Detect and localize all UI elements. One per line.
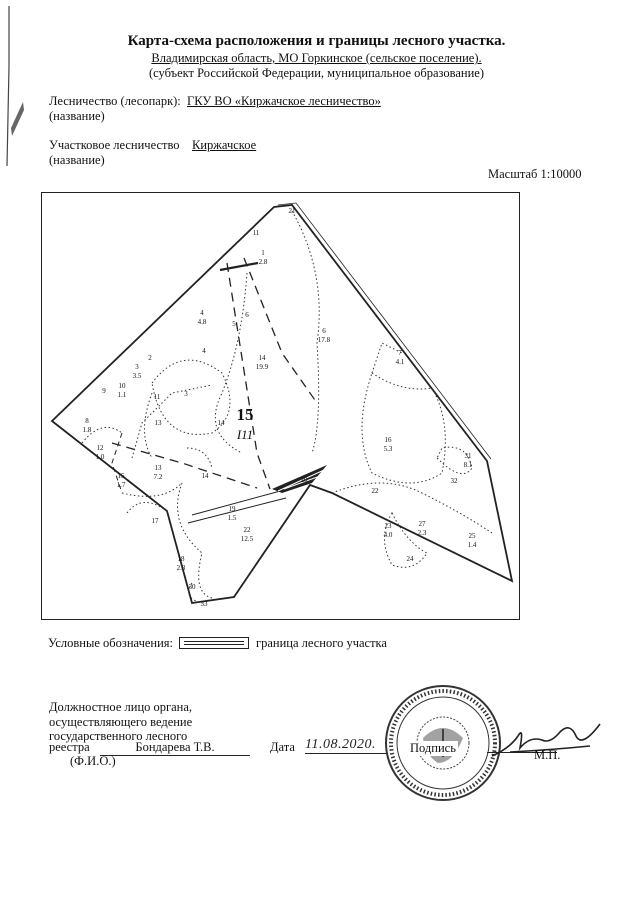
plot-label: 4.8: [197, 318, 207, 326]
district-value: Киржачское: [192, 138, 257, 152]
district-label: Участковое лесничество: [49, 138, 180, 152]
plot-label: 21: [288, 207, 296, 215]
region-subtitle: Владимирская область, МО Горкинское (сельское поселение).: [151, 51, 482, 65]
plot-label: 6: [322, 327, 326, 335]
region-note: (субъект Российской Федерации, муниципальное образование): [148, 66, 485, 80]
signature-label: Подпись: [410, 741, 456, 755]
plot-label: 33: [200, 600, 208, 608]
official-name: Бондарева Т.В.: [100, 740, 250, 756]
plot-label: 5: [232, 320, 236, 328]
plot-label: 12.5: [240, 535, 254, 543]
plot-label: 1.7: [116, 481, 126, 489]
plot-label: 7.2: [153, 473, 163, 481]
plot-label: 14: [258, 354, 266, 362]
plot-label: 2.3: [176, 564, 186, 572]
plot-label: 25: [468, 532, 476, 540]
plot-label: 16: [384, 436, 392, 444]
forestry-label: Лесничество (лесопарк):: [49, 94, 181, 108]
plot-label: 32: [450, 477, 458, 485]
plot-label: 19: [228, 505, 236, 513]
plot-label: 17.8: [317, 336, 331, 344]
official-name-note: (Ф.И.О.): [70, 754, 116, 768]
plot-label: 31: [464, 452, 472, 460]
plot-label: 14: [217, 419, 225, 427]
quarter-number: 15: [236, 405, 254, 424]
plot-label: 1.5: [227, 514, 237, 522]
district-note: (название): [49, 153, 105, 167]
official-line-4: реестра: [49, 740, 90, 754]
plot-label: 13: [154, 419, 162, 427]
plot-label: 14: [201, 472, 209, 480]
plot-label: 11: [153, 393, 161, 401]
plot-label: 20: [300, 476, 308, 484]
legend-label: Условные обозначения:: [48, 636, 174, 650]
plot-label: 8.1: [463, 461, 473, 469]
plot-label: 17: [151, 517, 159, 525]
plot-label: 3: [184, 390, 188, 398]
plot-label: 2: [148, 354, 152, 362]
plot-label: 22: [371, 487, 379, 495]
plot-label: 6: [245, 311, 249, 319]
document-title: Карта-схема расположения и границы лесного участка.: [127, 33, 506, 49]
plot-label: 4: [200, 309, 204, 317]
forestry-note: (название): [49, 109, 105, 123]
quarter-sub: I11: [236, 427, 254, 442]
plot-label: 12: [96, 444, 104, 452]
plot-label: 2.8: [258, 258, 268, 266]
official-line-2: осуществляющего ведение: [49, 715, 193, 729]
map-scale: Масштаб 1:10000: [488, 167, 582, 181]
forestry-value: ГКУ ВО «Киржачское лесничество»: [187, 94, 381, 108]
plot-label: 1.4: [467, 541, 477, 549]
plot-label: 4: [202, 347, 206, 355]
plot-label: 23: [384, 522, 392, 530]
official-line-1: Должностное лицо органа,: [49, 700, 193, 714]
plot-label: 27: [418, 520, 426, 528]
boundary-legend-symbol: [179, 637, 249, 649]
plot-label: 4.0: [383, 531, 393, 539]
plot-label: 3.5: [132, 372, 142, 380]
plot-label: 5.3: [383, 445, 393, 453]
plot-label: 1.1: [117, 391, 127, 399]
plot-label: 3: [135, 363, 139, 371]
official-line-3: государственного лесного: [49, 729, 188, 743]
map-frame: [41, 192, 520, 620]
plot-label: 15: [117, 472, 125, 480]
legend-item-label: граница лесного участка: [256, 636, 387, 650]
plot-label: 13: [154, 464, 162, 472]
plot-label: 9: [102, 387, 106, 395]
plot-label: 1: [261, 249, 265, 257]
plot-label: 10: [118, 382, 126, 390]
date-label: Дата: [270, 740, 295, 754]
plot-label: 1.8: [82, 426, 92, 434]
plot-label: 30: [188, 583, 196, 591]
plot-label: 19.9: [255, 363, 269, 371]
plot-label: 22: [243, 526, 251, 534]
plot-label: 18: [177, 555, 185, 563]
date-value: 11.08.2020.: [305, 737, 387, 754]
plot-label: 4.1: [395, 358, 405, 366]
plot-label: 8: [85, 417, 89, 425]
plot-label: 2.3: [417, 529, 427, 537]
seal-label: М.П.: [534, 748, 561, 762]
plot-label: 7: [398, 349, 402, 357]
scan-edge-mark: [3, 6, 25, 166]
plot-label: 24: [406, 555, 414, 563]
forest-map: [42, 193, 519, 619]
plot-label: 1.0: [95, 453, 105, 461]
plot-label: 11: [252, 229, 260, 237]
